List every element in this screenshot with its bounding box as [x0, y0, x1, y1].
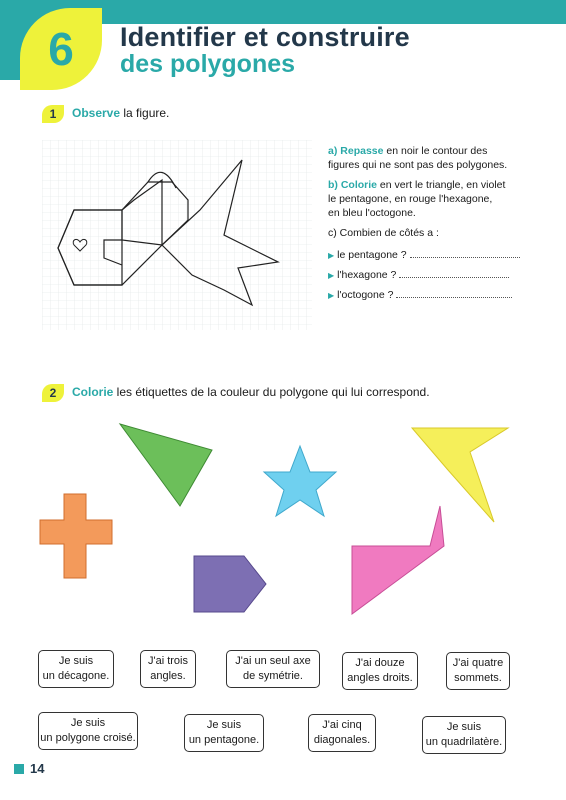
exercise-2-verb: Colorie — [72, 385, 114, 399]
label-twelve-right-angles[interactable] — [342, 652, 418, 690]
label-text: de symétrie. — [243, 670, 303, 682]
answer-line-pentagon[interactable] — [410, 257, 520, 258]
label-text: J'ai douze — [355, 657, 405, 669]
label-text: J'ai quatre — [452, 657, 504, 669]
exercise-1-text: la figure. — [120, 106, 170, 120]
question-pentagon[interactable] — [328, 248, 528, 263]
instruction-a-text1: en noir le contour des — [383, 145, 488, 157]
instruction-a — [328, 144, 528, 172]
exercise-1-instruction — [72, 106, 169, 120]
orange-cross[interactable] — [40, 494, 112, 578]
label-text: J'ai trois — [148, 655, 188, 667]
question-octagon[interactable] — [328, 288, 528, 303]
question-hexagon-label: l'hexagone ? — [337, 269, 397, 281]
label-text: angles. — [150, 670, 186, 682]
answer-line-octagon[interactable] — [396, 297, 512, 298]
instruction-a-letter: a) — [328, 145, 338, 157]
chapter-number: 6 — [48, 23, 74, 75]
answer-line-hexagon[interactable] — [399, 277, 509, 278]
label-one-axis[interactable] — [226, 650, 320, 688]
triangle-bullet-icon: ▶ — [328, 251, 335, 260]
label-text: un polygone croisé. — [40, 732, 136, 744]
grid-background — [42, 140, 312, 330]
label-text: un quadrilatère. — [425, 736, 503, 748]
label-four-vertices[interactable] — [446, 652, 510, 690]
instruction-b — [328, 178, 528, 220]
label-three-angles[interactable] — [140, 650, 196, 688]
yellow-arrow-polygon[interactable] — [412, 428, 508, 522]
instruction-b-text1: en vert le triangle, en violet — [377, 179, 506, 191]
label-text: Je suis — [446, 721, 482, 733]
page-title-line1: Identifier et construire — [120, 22, 410, 52]
cyan-star[interactable] — [264, 446, 336, 516]
polygon-shapes — [0, 410, 566, 640]
exercise-1-verb: Observe — [72, 106, 121, 120]
exercise-1-badge — [42, 105, 64, 123]
label-five-diagonals[interactable] — [308, 714, 376, 752]
instruction-a-verb: Repasse — [340, 145, 384, 157]
question-pentagon-label: le pentagone ? — [337, 249, 407, 261]
label-text: Je suis — [70, 717, 106, 729]
label-quadrilateral[interactable] — [422, 716, 506, 754]
label-text: J'ai cinq — [322, 719, 362, 731]
page-title-line2: des polygones — [120, 50, 296, 78]
label-pentagon[interactable] — [184, 714, 264, 752]
grid-figure — [42, 140, 312, 330]
label-text: Je suis — [58, 655, 94, 667]
label-text: J'ai un seul axe — [235, 655, 311, 667]
label-text: Je suis — [206, 719, 242, 731]
footer-square-icon — [14, 764, 24, 774]
purple-pentagon[interactable] — [194, 556, 266, 612]
instruction-b-letter: b) — [328, 179, 338, 191]
exercise-2-badge — [42, 384, 64, 402]
instruction-a-text2: figures qui ne sont pas des polygones. — [328, 159, 508, 171]
exercise-2-instruction — [72, 385, 430, 399]
instruction-b-text3: en bleu l'octogone. — [328, 207, 416, 219]
label-text: un pentagone. — [188, 734, 260, 746]
exercise-1-number: 1 — [49, 107, 57, 121]
instruction-c: c) Combien de côtés a : — [328, 227, 439, 239]
exercise-2-text: les étiquettes de la couleur du polygone qui lui correspond. — [113, 385, 430, 399]
triangle-bullet-icon: ▶ — [328, 271, 335, 280]
instruction-b-text2: le pentagone, en rouge l'hexagone, — [328, 193, 493, 205]
page-number: 14 — [30, 761, 45, 776]
label-text: angles droits. — [347, 672, 413, 684]
green-triangle[interactable] — [120, 424, 212, 506]
label-text: diagonales. — [313, 734, 371, 746]
label-crossed-polygon[interactable] — [38, 712, 138, 750]
triangle-bullet-icon: ▶ — [328, 291, 335, 300]
question-octagon-label: l'octogone ? — [337, 289, 394, 301]
label-decagon[interactable] — [38, 650, 114, 688]
label-text: un décagone. — [42, 670, 110, 682]
question-hexagon[interactable] — [328, 268, 528, 283]
pink-crossed-polygon[interactable] — [352, 506, 444, 614]
label-text: sommets. — [454, 672, 502, 684]
exercise-2-number: 2 — [49, 386, 57, 400]
instruction-b-verb: Colorie — [340, 179, 378, 191]
